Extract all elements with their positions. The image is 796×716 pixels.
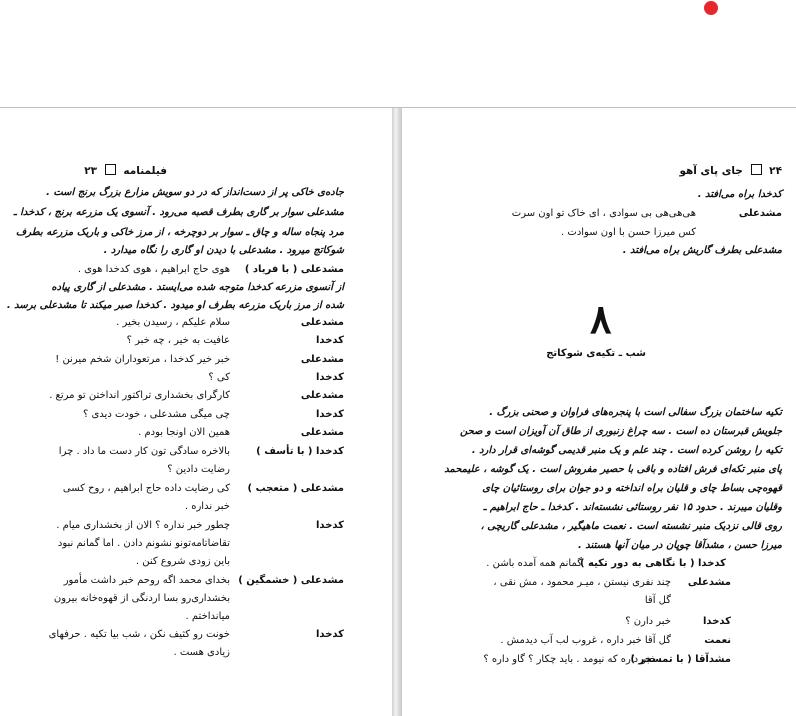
book-gutter [392,108,402,716]
dialogue-line: گل آقا [644,595,671,606]
direction-line: روی قالی نزدیک منبر نشسته است . نعمت ماهیگیر ، مشدعلی گاریچی ، [480,521,782,532]
right-page [402,108,796,716]
header-page-number: ۲۴ [769,165,782,177]
direction-line: پای منبر تکه‌ای فرش افتاده و باقی با حصیر مفروش است . یک گوشه ، علیمحمد [444,464,782,475]
scene-number: ۸ [590,296,612,343]
speaker-name: مشدعلی [738,208,782,219]
header-title: جای پای آهو [679,165,743,177]
dialogue-line: گل آقا خبر داره ، غروب لب آب دیدمش . [500,635,671,646]
direction-line: میرزا حسن ، مشدآقا چوپان در میان آنها هستند . [578,540,782,551]
dialogue-line: خبر نداره . [184,501,230,512]
dialogue-line: خبر دارن ؟ [625,616,671,627]
dialogue-line: هوی حاج ابراهیم ، هوی کدخدا هوی . [77,264,230,275]
speaker-name: مشدعلی ( با فریاد ) [244,264,344,275]
direction-line: قهوه‌چی بساط چای و قلیان براه انداخته و دو جوان برای روستائیان چای [482,483,782,494]
dialogue-line: باین زودی شروع کنن . [135,556,230,567]
dialogue-line: کارگرای بخشداری تراکتور انداختن تو مرتع . [49,390,230,401]
speaker-name: کدخدا [315,335,344,346]
direction-line: وقلیان میبرند . حدود ۱۵ نفر روستائی نشسته‌اند . کدخدا ـ حاج ابراهیم ـ [483,502,782,513]
direction-line: از آنسوی مزرعه کدخدا متوجه شده می‌ایستد . مشدعلی از گاری پیاده [51,282,344,293]
direction-line: مشدعلی سوار بر گاری بطرف قصبه می‌رود . آنسوی یک مزرعه برنج ، کدخدا ـ [13,207,344,218]
dialogue-line: عافیت به خیر ، چه خبر ؟ [126,335,230,346]
direction-line: جاده‌ی خاکی پر از دست‌انداز که در دو سویش مزارع بزرگ برنج است . [46,187,344,198]
speaker-name: مشدعلی ( متعجب ) [247,483,344,494]
dialogue-line: بخدای محمد اگه روحم خبر داشت مأمور [63,575,230,586]
speaker-name: کدخدا [315,409,344,420]
dialogue-line: گمانم همه آمده باشن . [486,558,582,569]
header-title: فیلمنامه [123,165,167,177]
dialogue-line: بالاخره سادگی تون کار دست ما داد . چرا [58,446,230,457]
dialogue-line: سلام علیکم ، رسیدن بخیر . [116,317,230,328]
speaker-name: کدخدا [315,372,344,383]
speaker-name: مشدآقا ( با تمسخر ) [630,654,731,665]
header-box-icon [105,164,116,175]
header-page-number: ۲۳ [84,165,98,177]
direction-line: تکیه ساختمان بزرگ سفالی است با پنجره‌های فراوان و صحنی بزرگ . [489,407,782,418]
dialogue-line: زیادی هست . [173,647,230,658]
speaker-name: کدخدا [315,520,344,531]
dialogue-line: بخشداری‌رو بسا اردنگی از قهوه‌خانه بیرون [53,593,230,604]
speaker-name: نعمت [704,635,731,646]
direction-line: شده از مرز باریک مزرعه بطرف او میدود . کدخدا صبر میکند تا مشدعلی برسد . [6,300,344,311]
direction-line: کدخدا براه می‌افتد . [697,189,782,200]
dialogue-line: رضایت دادین ؟ [167,464,230,475]
scene-heading: شب ـ تکیه‌ی شوکاتج [546,348,646,359]
speaker-name: کدخدا ( با نگاهی به دور تکیه ) [579,558,726,569]
left-page [0,108,392,716]
page-header-left [84,164,167,178]
speaker-name: مشدعلی [687,577,731,588]
speaker-name: کدخدا [702,616,731,627]
dialogue-line: چی میگی مشدعلی ، خودت دیدی ؟ [82,409,230,420]
dialogue-line: کی رضایت داده حاج ابراهیم ، روح کسی [62,483,230,494]
record-indicator-icon [704,1,718,15]
speaker-name: مشدعلی [300,317,344,328]
direction-line: تکیه را روشن کرده است . چند علم و یک منبر قدیمی گوشه‌ای قرار دارد . [471,445,782,456]
dialogue-line: خونت رو کثیف نکن ، شب بیا تکیه . حرفهای [48,629,230,640]
speaker-name: مشدعلی [300,427,344,438]
speaker-name: کدخدا ( با تأسف ) [256,446,344,457]
dialogue-line: هی‌هی‌هی بی سوادی ، ای خاک تو اون سرت [511,208,696,219]
speaker-name: کدخدا [315,629,344,640]
direction-line: مشدعلی بطرف گاریش براه می‌افتد . [622,245,782,256]
dialogue-line: میانداختم . [185,611,230,622]
speaker-name: مشدعلی [300,390,344,401]
dialogue-line: کی ؟ [208,372,230,383]
dialogue-line: چند نفری نیستن ، میـر محمود ، مش نقی ، [493,577,671,588]
header-box-icon [751,164,762,175]
speaker-name: مشدعلی [300,354,344,365]
speaker-name: مشدعلی ( خشمگین ) [238,575,344,586]
dialogue-line: همین الان اونجا بودم . [138,427,230,438]
dialogue-line: خبر خیر کدخدا ، مرتعوداران شخم میرنن ! [55,354,230,365]
dialogue-line: خبر داره که نیومد . باید چکار ؟ گاو داره ؟ [483,654,656,665]
direction-line: جلویش قبرستان ده است . سه چراغ زنبوری از طاق آن آویزان است و صحن [459,426,782,437]
dialogue-line: چطور خبر نداره ؟ الان از بخشداری میام . [56,520,230,531]
page-header-right [679,164,782,178]
dialogue-line: کس میرزا حسن با اون سوادت . [561,227,696,238]
direction-line: مرد پنجاه ساله و چاق ـ سوار بر دوچرخه ، از مرز خاکی و باریک مزرعه بطرف [15,227,344,238]
dialogue-line: تقاضاتامه‌تونو نشونم دادن . اما گمانم نبود [57,538,230,549]
direction-line: شوکاتج میرود . مشدعلی با دیدن او گاری را نگاه میدارد . [103,245,344,256]
